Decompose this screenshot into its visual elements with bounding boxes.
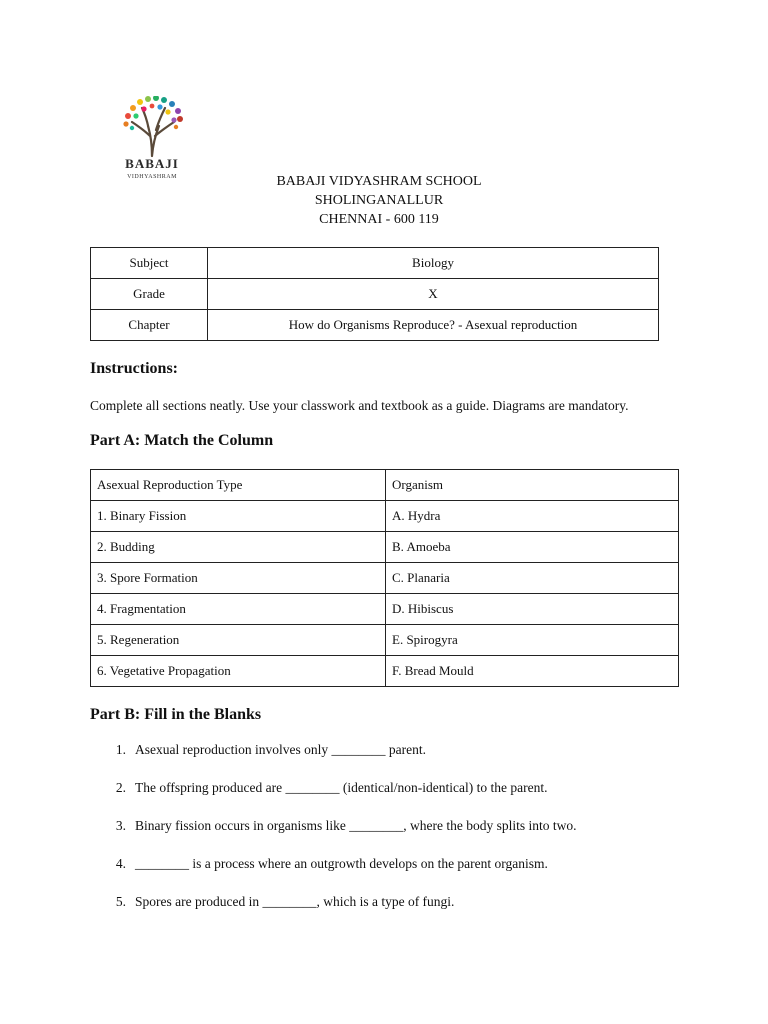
reproduction-type: 1. Binary Fission	[91, 501, 386, 532]
item-text: Binary fission occurs in organisms like ________, where the body splits into two.	[135, 818, 577, 833]
school-name: BABAJI VIDYASHRAM SCHOOL	[276, 174, 482, 189]
reproduction-type: 2. Budding	[91, 532, 386, 563]
info-value: How do Organisms Reproduce? - Asexual reproduction	[208, 310, 659, 341]
info-key: Chapter	[91, 310, 208, 341]
organism: F. Bread Mould	[386, 656, 679, 687]
column-header: Organism	[386, 470, 679, 501]
match-table	[90, 469, 679, 687]
item-number: 3.	[115, 818, 126, 833]
reproduction-type: 3. Spore Formation	[91, 563, 386, 594]
item-number: 4.	[115, 856, 126, 871]
item-text: ________ is a process where an outgrowth develops on the parent organism.	[135, 856, 548, 871]
organism: B. Amoeba	[386, 532, 679, 563]
school-city: CHENNAI - 600 119	[319, 212, 439, 227]
fill-in-blanks-list	[90, 742, 730, 932]
table-row	[91, 248, 659, 279]
school-header	[0, 172, 758, 229]
column-header: Asexual Reproduction Type	[91, 470, 386, 501]
part-b-heading: Part B: Fill in the Blanks	[90, 706, 262, 723]
info-value: Biology	[208, 248, 659, 279]
table-header-row	[91, 470, 679, 501]
instructions-heading: Instructions:	[90, 360, 179, 377]
instructions-text: Complete all sections neatly. Use your classwork and textbook as a guide. Diagrams are mandatory.	[90, 398, 629, 413]
subject-info-table	[90, 247, 659, 341]
table-row	[91, 656, 679, 687]
table-row	[91, 625, 679, 656]
item-text: Asexual reproduction involves only ________ parent.	[135, 742, 426, 757]
organism: E. Spirogyra	[386, 625, 679, 656]
item-number: 2.	[115, 780, 126, 795]
table-row	[91, 279, 659, 310]
list-item	[90, 894, 730, 932]
logo-name: BABAJI	[125, 156, 179, 171]
table-row	[91, 532, 679, 563]
reproduction-type: 6. Vegetative Propagation	[91, 656, 386, 687]
tree-logo-icon	[118, 96, 188, 158]
organism: C. Planaria	[386, 563, 679, 594]
info-key: Grade	[91, 279, 208, 310]
table-row	[91, 310, 659, 341]
table-row	[91, 563, 679, 594]
part-a-heading: Part A: Match the Column	[90, 432, 274, 449]
reproduction-type: 5. Regeneration	[91, 625, 386, 656]
list-item	[90, 856, 730, 894]
table-row	[91, 501, 679, 532]
school-locality: SHOLINGANALLUR	[314, 193, 444, 208]
item-number: 1.	[115, 742, 126, 757]
list-item	[90, 742, 730, 780]
item-number: 5.	[115, 894, 126, 909]
list-item	[90, 780, 730, 818]
item-text: Spores are produced in ________, which is a type of fungi.	[135, 894, 455, 909]
info-value: X	[208, 279, 659, 310]
reproduction-type: 4. Fragmentation	[91, 594, 386, 625]
info-key: Subject	[91, 248, 208, 279]
table-row	[91, 594, 679, 625]
organism: D. Hibiscus	[386, 594, 679, 625]
item-text: The offspring produced are ________ (identical/non-identical) to the parent.	[135, 780, 548, 795]
organism: A. Hydra	[386, 501, 679, 532]
list-item	[90, 818, 730, 856]
logo-subtitle: VIDHYASHRAM	[127, 174, 177, 180]
